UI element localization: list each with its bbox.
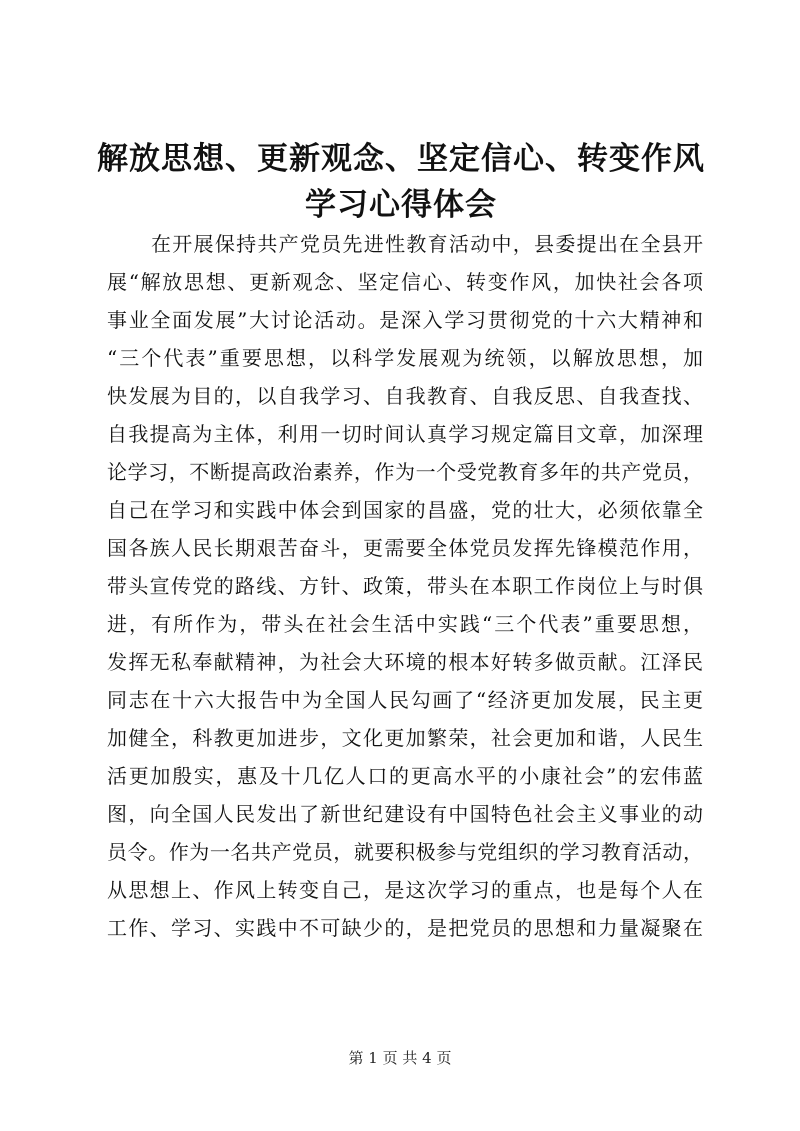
body-line: 在开展保持共产党员先进性教育活动中，县委提出在全县开 (151, 232, 703, 256)
body-line: 自己在学习和实践中体会到国家的昌盛，党的壮大，必须依靠全 (107, 498, 703, 522)
body-line: 进，有所作为，带头在社会生活中实践“三个代表”重要思想， (107, 612, 703, 636)
body-line: 带头宣传党的路线、方针、政策，带头在本职工作岗位上与时俱 (107, 574, 703, 598)
body-line: 发挥无私奉献精神，为社会大环境的根本好转多做贡献。江泽民 (107, 650, 703, 674)
body-line: 快发展为目的，以自我学习、自我教育、自我反思、自我查找、 (107, 384, 703, 408)
page-footer: 第 1 页 共 4 页 (348, 1049, 452, 1067)
body-line: 展“解放思想、更新观念、坚定信心、转变作风，加快社会各项 (107, 270, 703, 294)
document-title: 解放思想、更新观念、坚定信心、转变作风学习心得体会 (97, 141, 705, 223)
body-line: “三个代表”重要思想，以科学发展观为统领，以解放思想，加 (107, 346, 703, 370)
body-line: 论学习，不断提高政治素养，作为一个受党教育多年的共产党员， (107, 460, 703, 484)
document-body (107, 225, 703, 947)
body-line: 国各族人民长期艰苦奋斗，更需要全体党员发挥先锋模范作用， (107, 536, 703, 560)
body-line: 加健全，科教更加进步，文化更加繁荣，社会更加和谐，人民生 (107, 726, 703, 750)
body-line: 活更加殷实，惠及十几亿人口的更高水平的小康社会”的宏伟蓝 (107, 764, 703, 788)
body-line: 工作、学习、实践中不可缺少的，是把党员的思想和力量凝聚在 (107, 916, 703, 940)
body-line: 员令。作为一名共产党员，就要积极参与党组织的学习教育活动， (107, 840, 703, 864)
body-line: 同志在十六大报告中为全国人民勾画了“经济更加发展，民主更 (107, 688, 703, 712)
body-line: 图，向全国人民发出了新世纪建设有中国特色社会主义事业的动 (107, 802, 703, 826)
body-line: 事业全面发展”大讨论活动。是深入学习贯彻党的十六大精神和 (107, 308, 703, 332)
body-line: 从思想上、作风上转变自己，是这次学习的重点，也是每个人在 (107, 878, 703, 902)
body-line: 自我提高为主体，利用一切时间认真学习规定篇目文章，加深理 (107, 422, 703, 446)
